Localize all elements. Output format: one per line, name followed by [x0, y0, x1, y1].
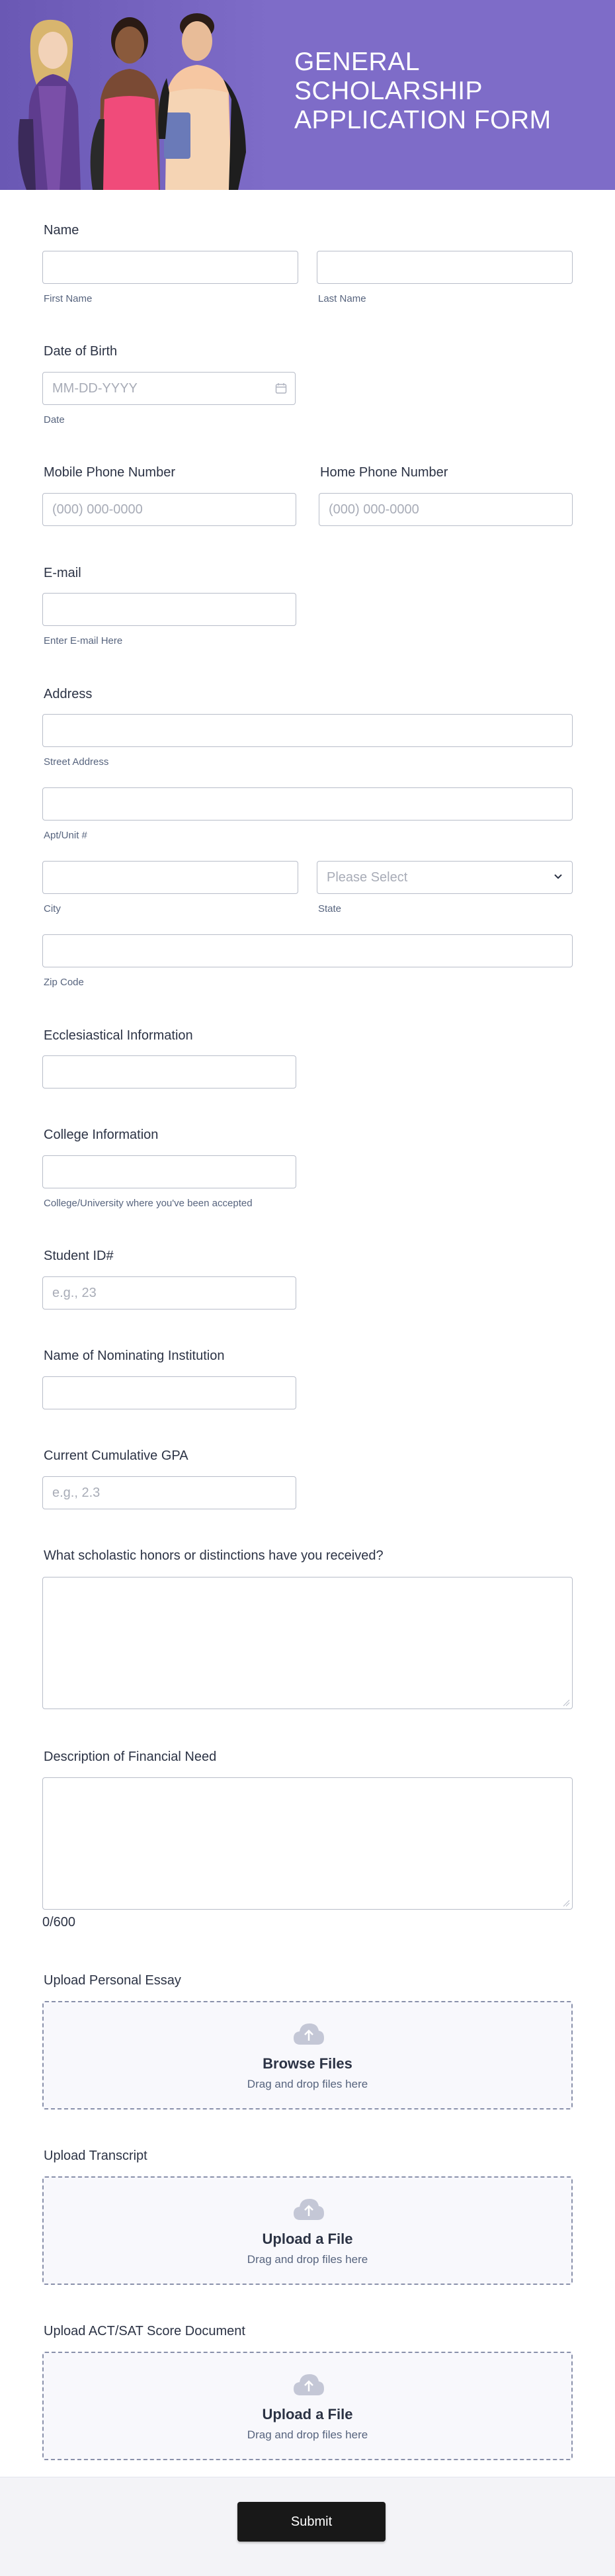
gpa-label: Current Cumulative GPA: [44, 1448, 188, 1463]
apt-unit-sublabel: Apt/Unit #: [44, 830, 87, 841]
last-name-sublabel: Last Name: [318, 293, 366, 304]
college-input[interactable]: [42, 1155, 296, 1188]
upload-score-dropzone[interactable]: [42, 2352, 573, 2460]
gpa-input[interactable]: [42, 1476, 296, 1509]
upload-essay-title[interactable]: Browse Files: [263, 2055, 352, 2072]
chevron-down-icon: [554, 873, 563, 880]
upload-score-subtitle: Drag and drop files here: [247, 2428, 368, 2441]
home-phone-input[interactable]: [319, 493, 573, 526]
dob-sublabel: Date: [44, 414, 65, 425]
upload-essay-dropzone[interactable]: [42, 2001, 573, 2110]
honors-textarea[interactable]: [42, 1577, 573, 1709]
cloud-upload-icon: [292, 2198, 325, 2221]
upload-transcript-subtitle: Drag and drop files here: [247, 2253, 368, 2266]
nominating-input[interactable]: [42, 1376, 296, 1409]
name-label: Name: [44, 223, 79, 238]
form-title: GENERAL SCHOLARSHIP APPLICATION FORM: [294, 48, 552, 134]
college-sublabel: College/University where you've been accepted: [44, 1198, 253, 1209]
ecclesiastical-input[interactable]: [42, 1055, 296, 1088]
dob-label: Date of Birth: [44, 344, 118, 359]
student-id-input[interactable]: [42, 1276, 296, 1310]
email-label: E-mail: [44, 566, 81, 580]
cloud-upload-icon: [292, 2373, 325, 2397]
college-label: College Information: [44, 1128, 159, 1142]
upload-score-title[interactable]: Upload a File: [262, 2406, 353, 2422]
form-header: [0, 0, 615, 190]
city-sublabel: City: [44, 903, 61, 914]
first-name-sublabel: First Name: [44, 293, 93, 304]
email-input[interactable]: [42, 593, 296, 626]
nominating-label: Name of Nominating Institution: [44, 1349, 225, 1363]
street-address-input[interactable]: [42, 714, 573, 747]
last-name-input[interactable]: [317, 251, 573, 284]
resize-handle-icon[interactable]: [562, 1899, 570, 1907]
upload-transcript-label: Upload Transcript: [44, 2149, 147, 2163]
submit-button[interactable]: Submit: [237, 2502, 386, 2542]
mobile-phone-label: Mobile Phone Number: [44, 465, 175, 480]
mobile-phone-input[interactable]: [42, 493, 296, 526]
home-phone-label: Home Phone Number: [320, 465, 448, 480]
upload-essay-label: Upload Personal Essay: [44, 1973, 181, 1988]
dob-input[interactable]: [42, 372, 296, 405]
zip-code-input[interactable]: [42, 934, 573, 967]
resize-handle-icon[interactable]: [562, 1699, 570, 1707]
honors-label: What scholastic honors or distinctions have you received?: [44, 1548, 384, 1563]
dob-placeholder: MM-DD-YYYY: [52, 381, 138, 396]
calendar-icon[interactable]: [275, 382, 287, 394]
first-name-input[interactable]: [42, 251, 298, 284]
city-input[interactable]: [42, 861, 298, 894]
home-phone-placeholder: (000) 000-0000: [329, 502, 419, 517]
upload-essay-subtitle: Drag and drop files here: [247, 2078, 368, 2090]
gpa-placeholder: e.g., 2.3: [52, 1486, 101, 1500]
apt-unit-input[interactable]: [42, 787, 573, 821]
character-counter: 0/600: [42, 1915, 76, 1930]
state-placeholder: Please Select: [327, 870, 408, 885]
students-photo: [0, 0, 271, 190]
financial-need-textarea[interactable]: [42, 1777, 573, 1910]
address-label: Address: [44, 687, 93, 701]
street-address-sublabel: Street Address: [44, 756, 109, 768]
state-sublabel: State: [318, 903, 342, 914]
student-id-label: Student ID#: [44, 1249, 114, 1263]
zip-code-sublabel: Zip Code: [44, 977, 84, 988]
email-sublabel: Enter E-mail Here: [44, 635, 123, 646]
upload-transcript-title[interactable]: Upload a File: [262, 2231, 353, 2247]
upload-score-label: Upload ACT/SAT Score Document: [44, 2324, 245, 2338]
student-id-placeholder: e.g., 23: [52, 1286, 97, 1300]
mobile-phone-placeholder: (000) 000-0000: [52, 502, 143, 517]
upload-transcript-dropzone[interactable]: [42, 2176, 573, 2285]
cloud-upload-icon: [292, 2022, 325, 2046]
financial-need-label: Description of Financial Need: [44, 1750, 217, 1764]
ecclesiastical-label: Ecclesiastical Information: [44, 1028, 193, 1043]
state-select[interactable]: [317, 861, 573, 894]
